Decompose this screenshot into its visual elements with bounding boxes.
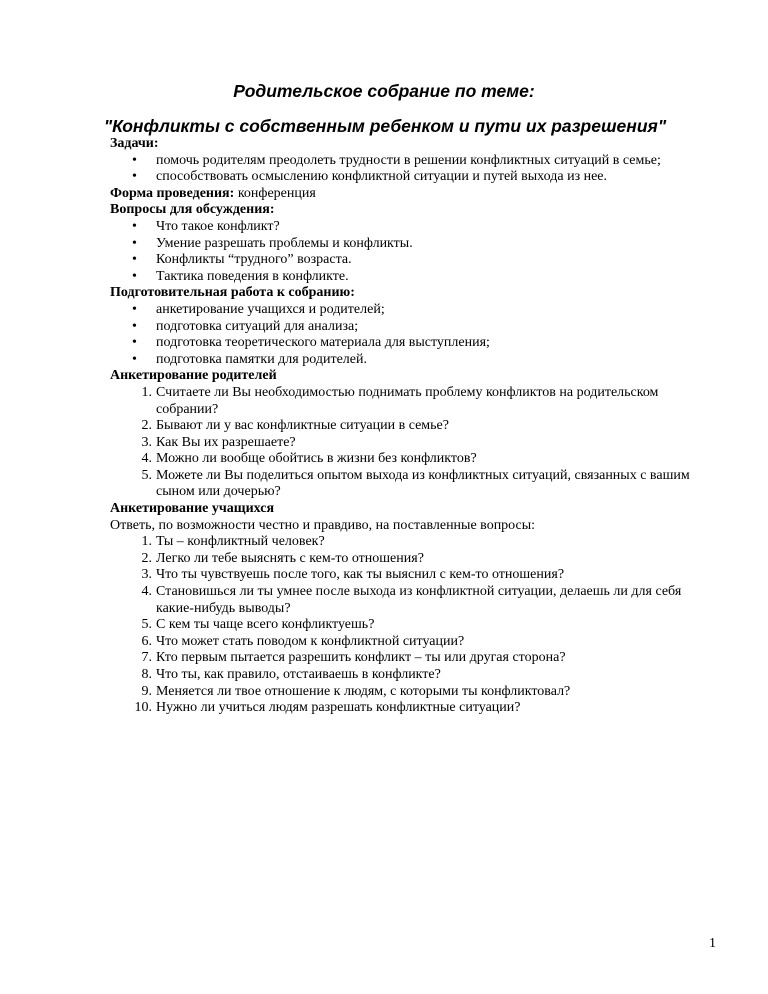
prep-list <box>110 302 720 368</box>
list-item <box>110 534 720 551</box>
list-item-text: Становишься ли ты умнее после выхода из конфликтной ситуации, делаешь ли для себя какие-нибудь выводы? <box>156 584 682 616</box>
list-item <box>110 667 720 684</box>
list-item-text: Кто первым пытается разрешить конфликт – ты или другая сторона? <box>156 650 566 666</box>
bullet-icon: • <box>132 318 137 334</box>
tasks-list <box>110 153 720 186</box>
list-item <box>110 617 720 634</box>
list-item-text: Считаете ли Вы необходимостью поднимать проблему конфликтов на родительском собрании? <box>156 384 659 417</box>
item-number: 5. <box>141 467 152 483</box>
item-number: 9. <box>141 683 152 699</box>
item-number: 5. <box>141 617 152 633</box>
list-item-text: подготовка ситуаций для анализа; <box>156 318 359 334</box>
item-number: 1. <box>141 384 152 400</box>
bullet-icon: • <box>132 252 137 268</box>
item-number: 1. <box>141 534 152 550</box>
parents-survey-heading: Анкетирование родителей <box>110 368 277 384</box>
item-number: 6. <box>141 633 152 649</box>
list-item-text: анкетирование учащихся и родителей; <box>156 301 385 317</box>
list-item-text: Бывают ли у вас конфликтные ситуации в семье? <box>156 418 449 434</box>
document-body <box>110 136 720 717</box>
list-item-text: Что такое конфликт? <box>156 218 280 234</box>
list-item <box>110 684 720 701</box>
list-item <box>110 551 720 568</box>
questions-list <box>110 219 720 285</box>
list-item-text: Меняется ли твое отношение к людям, с которыми ты конфликтовал? <box>156 683 571 699</box>
list-item <box>110 153 720 170</box>
prep-heading: Подготовительная работа к собранию: <box>110 285 355 301</box>
list-item <box>110 302 720 319</box>
list-item-text: С кем ты чаще всего конфликтуешь? <box>156 617 375 633</box>
list-item <box>110 252 720 269</box>
list-item-text: Легко ли тебе выяснять с кем-то отношения? <box>156 550 424 566</box>
list-item <box>110 584 720 617</box>
item-number: 4. <box>141 451 152 467</box>
list-item <box>110 700 720 717</box>
bullet-icon: • <box>132 335 137 351</box>
list-item <box>110 468 720 501</box>
bullet-icon: • <box>132 218 137 234</box>
bullet-icon: • <box>132 169 137 185</box>
list-item-text: Как Вы их разрешаете? <box>156 434 296 450</box>
list-item <box>110 634 720 651</box>
list-item <box>110 169 720 186</box>
list-item <box>110 435 720 452</box>
list-item-text: Нужно ли учиться людям разрешать конфликтные ситуации? <box>156 700 521 716</box>
item-number: 8. <box>141 667 152 682</box>
list-item <box>110 319 720 336</box>
list-item <box>110 219 720 236</box>
list-item-text: Тактика поведения в конфликте. <box>156 268 349 284</box>
list-item-text: Ты – конфликтный человек? <box>156 534 325 550</box>
bullet-icon: • <box>132 152 137 168</box>
page-number: 1 <box>709 936 716 951</box>
list-item <box>110 451 720 468</box>
students-survey-intro: Ответь, по возможности честно и правдиво, на поставленные вопросы: <box>110 517 536 533</box>
item-number: 2. <box>141 418 152 434</box>
bullet-icon: • <box>132 351 137 367</box>
list-item <box>110 335 720 352</box>
parents-survey-list <box>110 385 720 501</box>
item-number: 4. <box>141 584 152 600</box>
students-survey-list <box>110 534 720 717</box>
item-number: 3. <box>141 567 152 583</box>
list-item <box>110 418 720 435</box>
title-line-1: Родительское собрание по теме: <box>233 81 535 101</box>
list-item-text: подготовка памятки для родителей. <box>156 351 367 367</box>
list-item-text: Что может стать поводом к конфликтной ситуации? <box>156 633 465 649</box>
list-item <box>110 650 720 667</box>
students-survey-heading: Анкетирование учащихся <box>110 501 275 517</box>
list-item-text: Можете ли Вы поделиться опытом выхода из конфликтных ситуаций, связанных с вашим сыном или дочерью? <box>156 467 690 500</box>
form-line <box>110 186 720 203</box>
list-item <box>110 567 720 584</box>
bullet-icon: • <box>132 235 137 251</box>
list-item-text: Конфликты “трудного” возраста. <box>156 252 352 268</box>
item-number: 10. <box>134 700 152 716</box>
list-item <box>110 269 720 286</box>
item-number: 2. <box>141 550 152 566</box>
tasks-heading: Задачи: <box>110 136 159 151</box>
list-item-text: Что ты чувствуешь после того, как ты выяснил с кем-то отношения? <box>156 567 565 583</box>
list-item-text: помочь родителям преодолеть трудности в решении конфликтных ситуаций в семье; <box>156 152 661 168</box>
questions-heading: Вопросы для обсуждения: <box>110 202 275 218</box>
form-value: конференция <box>234 185 316 201</box>
list-item <box>110 352 720 369</box>
list-item-text: Можно ли вообще обойтись в жизни без конфликтов? <box>156 451 477 467</box>
item-number: 7. <box>141 650 152 666</box>
form-label: Форма проведения: <box>110 185 235 201</box>
list-item-text: Умение разрешать проблемы и конфликты. <box>156 235 413 251</box>
list-item-text: Что ты, как правило, отстаиваешь в конфликте? <box>156 667 441 682</box>
bullet-icon: • <box>132 268 137 284</box>
list-item <box>110 236 720 253</box>
list-item <box>110 385 720 418</box>
item-number: 3. <box>141 434 152 450</box>
title-line-2: "Конфликты с собственным ребенком и пути их разрешения" <box>103 116 667 136</box>
list-item-text: подготовка теоретического материала для выступления; <box>156 335 490 351</box>
bullet-icon: • <box>132 301 137 317</box>
list-item-text: способствовать осмыслению конфликтной ситуации и путей выхода из нее. <box>156 169 608 185</box>
